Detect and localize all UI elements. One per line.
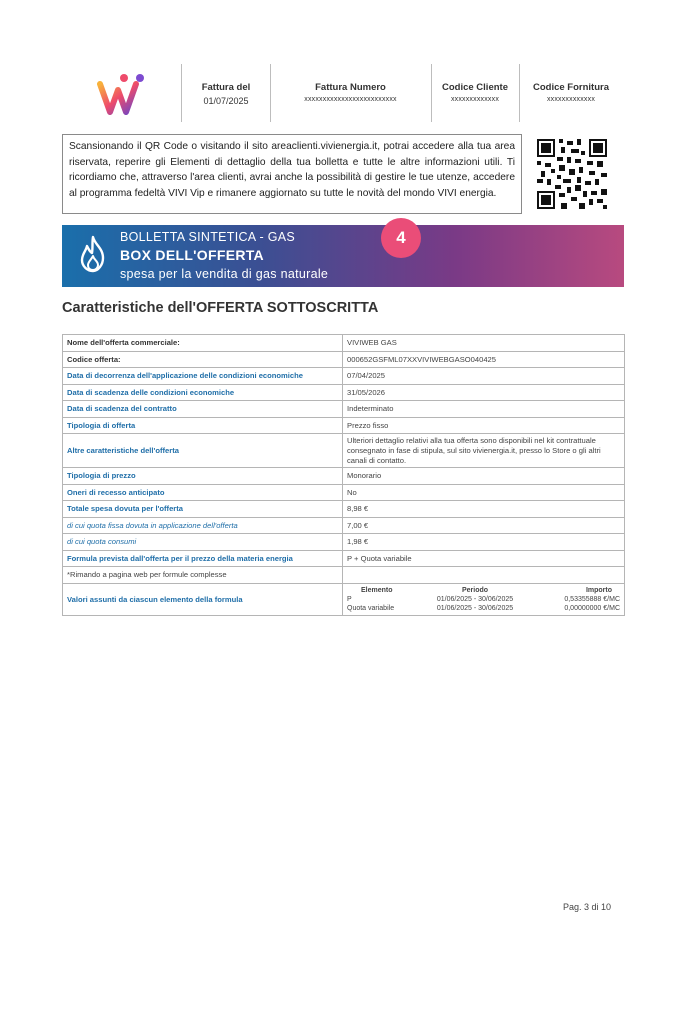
row-value: Indeterminato — [343, 401, 625, 418]
row-key: Oneri di recesso anticipato — [63, 484, 343, 501]
row-key: di cui quota consumi — [63, 534, 343, 551]
row-key: Codice offerta: — [63, 351, 343, 368]
codice-cliente-value: xxxxxxxxxxxxx — [450, 96, 500, 103]
codice-cliente-label: Codice Cliente — [442, 82, 508, 93]
row-value: Prezzo fisso — [343, 417, 625, 434]
row-value: 000652GSFML07XXVIVIWEBGASO040425 — [343, 351, 625, 368]
header-divider — [519, 64, 520, 122]
vivi-logo-icon — [94, 70, 150, 118]
fattura-del-label: Fattura del — [201, 82, 251, 93]
table-row — [63, 550, 625, 567]
row-value: Ulteriori dettaglio relativi alla tua offerta sono disponibili nel kit contrattuale consegnato in fase di stipula, sul sito vivienergia.it, presso lo Store o gli altri canali di contatto. — [343, 434, 625, 468]
row-key: Totale spesa dovuta per l'offerta — [63, 501, 343, 518]
row-value: 8,98 € — [343, 501, 625, 518]
formula-header-elemento: Elemento — [361, 586, 393, 594]
row-value — [343, 567, 625, 584]
fattura-del — [185, 82, 267, 106]
table-row — [63, 517, 625, 534]
row-key: Altre caratteristiche dell'offerta — [63, 434, 343, 468]
formula-importo: 0,53355888 €/MC — [564, 595, 620, 603]
banner-line1: BOLLETTA SINTETICA - GAS — [120, 230, 296, 244]
table-row — [63, 501, 625, 518]
flame-icon — [73, 234, 113, 278]
formula-table — [347, 586, 620, 613]
fattura-numero-value: xxxxxxxxxxxxxxxxxxxxxxxxx — [304, 96, 397, 103]
row-key: di cui quota fissa dovuta in applicazione dell'offerta — [63, 517, 343, 534]
header-divider — [431, 64, 432, 122]
header-divider — [270, 64, 271, 122]
fattura-numero — [272, 82, 429, 103]
banner-line3: spesa per la vendita di gas naturale — [120, 267, 329, 281]
row-value: VIVIWEB GAS — [343, 335, 625, 352]
formula-importo: 0,00000000 €/MC — [564, 604, 620, 612]
row-key: Tipologia di prezzo — [63, 468, 343, 485]
formula-periodo: 01/06/2025 - 30/06/2025 — [436, 604, 514, 612]
codice-cliente — [433, 82, 517, 103]
row-key: Formula prevista dall'offerta per il prezzo della materia energia — [63, 550, 343, 567]
row-key: *Rimando a pagina web per formule complesse — [63, 567, 343, 584]
table-row — [63, 567, 625, 584]
row-value: Monorario — [343, 468, 625, 485]
table-row — [63, 351, 625, 368]
section-badge: 4 — [381, 218, 421, 258]
banner-line2: BOX DELL'OFFERTA — [120, 247, 264, 263]
table-row — [63, 534, 625, 551]
qr-code-icon[interactable] — [537, 139, 607, 209]
row-key: Valori assunti da ciascun elemento della formula — [63, 583, 343, 615]
formula-header-importo: Importo — [585, 586, 612, 594]
formula-periodo: 01/06/2025 - 30/06/2025 — [436, 595, 514, 603]
table-row — [63, 484, 625, 501]
section-title: Caratteristiche dell'OFFERTA SOTTOSCRITTA — [62, 300, 379, 316]
row-value: 07/04/2025 — [343, 368, 625, 385]
formula-header-periodo: Periodo — [461, 586, 489, 594]
codice-fornitura-value: xxxxxxxxxxxxx — [546, 96, 596, 103]
table-row — [63, 401, 625, 418]
table-row — [63, 468, 625, 485]
fattura-del-value: 01/07/2025 — [203, 96, 249, 106]
page-number: Pag. 3 di 10 — [563, 902, 612, 912]
row-key: Data di scadenza delle condizioni economiche — [63, 384, 343, 401]
row-value: No — [343, 484, 625, 501]
row-key: Data di scadenza del contratto — [63, 401, 343, 418]
row-value: P + Quota variabile — [343, 550, 625, 567]
table-row — [63, 434, 625, 468]
table-row — [63, 368, 625, 385]
row-value: 31/05/2026 — [343, 384, 625, 401]
table-row — [63, 583, 625, 615]
offer-table — [62, 334, 625, 616]
formula-elemento: P — [347, 595, 352, 603]
codice-fornitura-label: Codice Fornitura — [532, 82, 609, 93]
row-key: Tipologia di offerta — [63, 417, 343, 434]
codice-fornitura — [521, 82, 621, 103]
row-value: 1,98 € — [343, 534, 625, 551]
row-value: 7,00 € — [343, 517, 625, 534]
info-text-box: Scansionando il QR Code o visitando il sito areaclienti.vivienergia.it, potrai accedere alla tua area riservata, reperire gli Elementi di dettaglio della tua bolletta e tutte le altre informazioni utili. Ti ricordiamo che, attraverso l'area clienti, avrai anche la possibilità di gestire le tue utenze, accedere al programma fedeltà VIVI Vip e rimanere aggiornato su tutte le novità del mondo VIVI energia. — [62, 134, 522, 214]
table-row — [63, 335, 625, 352]
header-divider — [181, 64, 182, 122]
formula-values-cell — [343, 583, 625, 615]
table-row — [63, 417, 625, 434]
table-row — [63, 384, 625, 401]
row-key: Data di decorrenza dell'applicazione delle condizioni economiche — [63, 368, 343, 385]
fattura-numero-label: Fattura Numero — [315, 82, 386, 93]
formula-elemento: Quota variabile — [347, 604, 395, 612]
row-key: Nome dell'offerta commerciale: — [63, 335, 343, 352]
